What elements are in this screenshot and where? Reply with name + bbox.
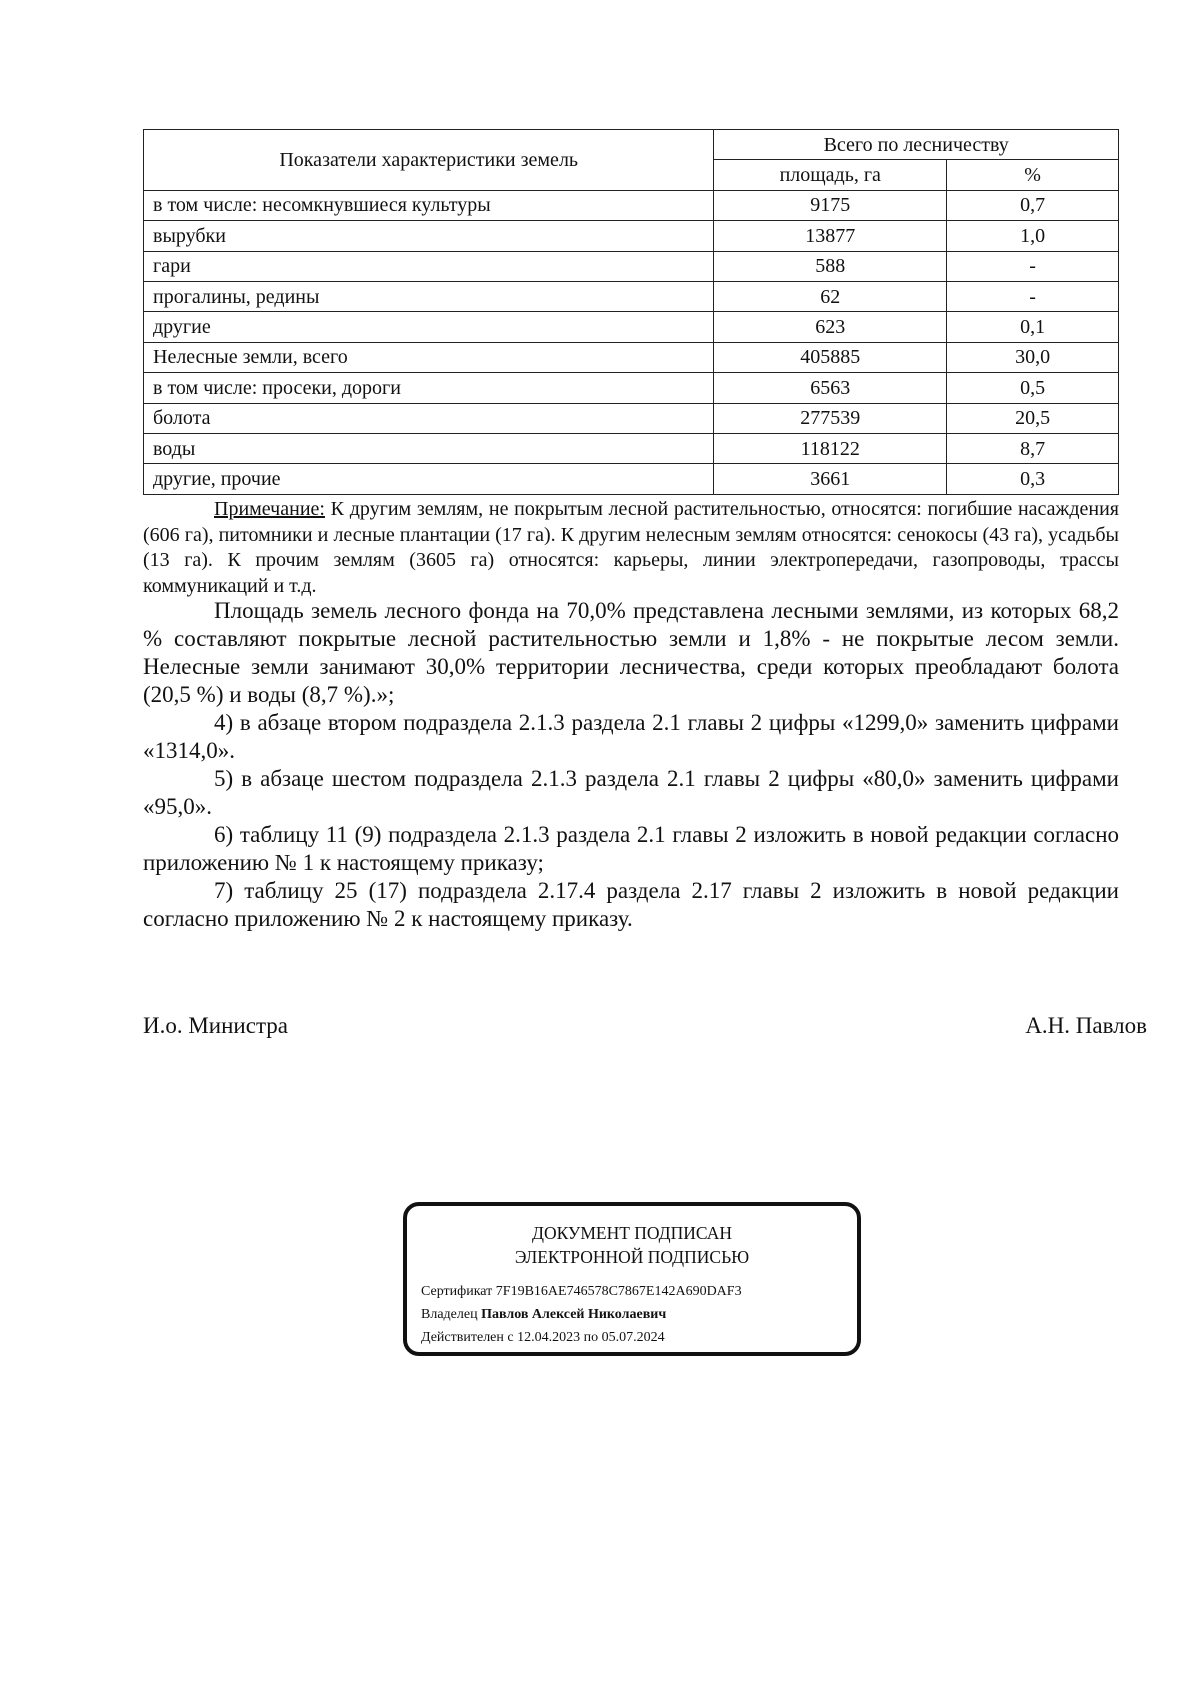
paragraph: 6) таблицу 11 (9) подраздела 2.1.3 раздела 2.1 главы 2 изложить в новой редакции согласно приложению № 1 к настоящему приказу; <box>143 822 1119 875</box>
owner-value: Павлов Алексей Николаевич <box>481 1307 667 1322</box>
certificate-value: 7F19B16AE746578C7867E142A690DAF3 <box>495 1284 742 1299</box>
row-label: воды <box>144 433 714 463</box>
stamp-title-line2: ЭЛЕКТРОННОЙ ПОДПИСЬЮ <box>514 1247 750 1267</box>
table-row <box>144 190 1119 220</box>
land-characteristics-table <box>143 129 1119 495</box>
table-row <box>144 464 1119 494</box>
valid-to-prefix: по <box>583 1330 599 1345</box>
table-row <box>144 433 1119 463</box>
row-area: 588 <box>714 251 947 281</box>
valid-to: 05.07.2024 <box>601 1330 665 1345</box>
area-header: площадь, га <box>714 160 947 190</box>
row-label: вырубки <box>144 221 714 251</box>
certificate-label: Сертификат <box>421 1284 493 1299</box>
row-percent: 1,0 <box>947 221 1119 251</box>
table-row <box>144 342 1119 372</box>
row-area: 118122 <box>714 433 947 463</box>
table-row <box>144 373 1119 403</box>
stamp-certificate <box>421 1283 742 1301</box>
note-label: Примечание: <box>214 498 325 520</box>
forestry-total-header: Всего по лесничеству <box>714 130 1119 160</box>
row-label: гари <box>144 251 714 281</box>
paragraph: 4) в абзаце втором подраздела 2.1.3 раздела 2.1 главы 2 цифры «1299,0» заменить цифрами «1314,0». <box>143 710 1119 763</box>
valid-label: Действителен <box>421 1330 504 1345</box>
row-percent: - <box>947 251 1119 281</box>
table-row <box>144 403 1119 433</box>
row-label: в том числе: несомкнувшиеся культуры <box>144 190 714 220</box>
row-percent: 0,1 <box>947 312 1119 342</box>
indicator-header: Показатели характеристики земель <box>144 130 714 191</box>
row-area: 3661 <box>714 464 947 494</box>
row-label: в том числе: просеки, дороги <box>144 373 714 403</box>
row-percent: 20,5 <box>947 403 1119 433</box>
table-row <box>144 281 1119 311</box>
amendment-text <box>143 597 1119 933</box>
electronic-signature-stamp <box>403 1202 861 1356</box>
paragraph: 7) таблицу 25 (17) подраздела 2.17.4 раздела 2.17 главы 2 изложить в новой редакции согласно приложению № 2 к настоящему приказу. <box>143 878 1119 931</box>
table-note <box>143 497 1119 599</box>
percent-header: % <box>947 160 1119 190</box>
row-percent: 30,0 <box>947 342 1119 372</box>
row-area: 623 <box>714 312 947 342</box>
signatory-position: И.о. Министра <box>143 1013 288 1038</box>
paragraph: 5) в абзаце шестом подраздела 2.1.3 раздела 2.1 главы 2 цифры «80,0» заменить цифрами «95,0». <box>143 766 1119 819</box>
valid-from: 12.04.2023 <box>517 1330 581 1345</box>
table-row <box>144 221 1119 251</box>
stamp-owner <box>421 1306 666 1324</box>
row-label: болота <box>144 403 714 433</box>
table-row <box>144 251 1119 281</box>
row-area: 9175 <box>714 190 947 220</box>
row-label: другие <box>144 312 714 342</box>
row-label: прогалины, редины <box>144 281 714 311</box>
row-percent: - <box>947 281 1119 311</box>
row-percent: 0,5 <box>947 373 1119 403</box>
owner-label: Владелец <box>421 1307 478 1322</box>
row-percent: 0,7 <box>947 190 1119 220</box>
row-area: 62 <box>714 281 947 311</box>
row-percent: 8,7 <box>947 433 1119 463</box>
row-label: другие, прочие <box>144 464 714 494</box>
row-area: 13877 <box>714 221 947 251</box>
row-area: 405885 <box>714 342 947 372</box>
stamp-validity <box>421 1329 665 1347</box>
row-label: Нелесные земли, всего <box>144 342 714 372</box>
stamp-title-line1: ДОКУМЕНТ ПОДПИСАН <box>532 1223 732 1243</box>
paragraph: Площадь земель лесного фонда на 70,0% представлена лесными землями, из которых 68,2 % составляют покрытые лесной растительностью земли и 1,8% - не покрытые лесом земли. Нелесные земли занимают 30,0% территории лесничества, среди которых преобладают болота (20,5 %) и воды (8,7 %).»; <box>143 598 1119 707</box>
row-area: 6563 <box>714 373 947 403</box>
signatory-name: А.Н. Павлов <box>1025 1013 1147 1038</box>
table-row <box>144 312 1119 342</box>
row-percent: 0,3 <box>947 464 1119 494</box>
table-header-row <box>144 130 1119 160</box>
valid-from-prefix: с <box>507 1330 514 1345</box>
note-text: К другим землям, не покрытым лесной растительностью, относятся: погибшие насаждения (606 га), питомники и лесные плантации (17 га). К другим нелесным землям относятся: сенокосы (43 га), усадьбы (13 га). К прочим землям (3605 га) относятся: карьеры, линии электропередачи, газопроводы, трассы коммуникаций и т.д. <box>143 498 1119 597</box>
row-area: 277539 <box>714 403 947 433</box>
